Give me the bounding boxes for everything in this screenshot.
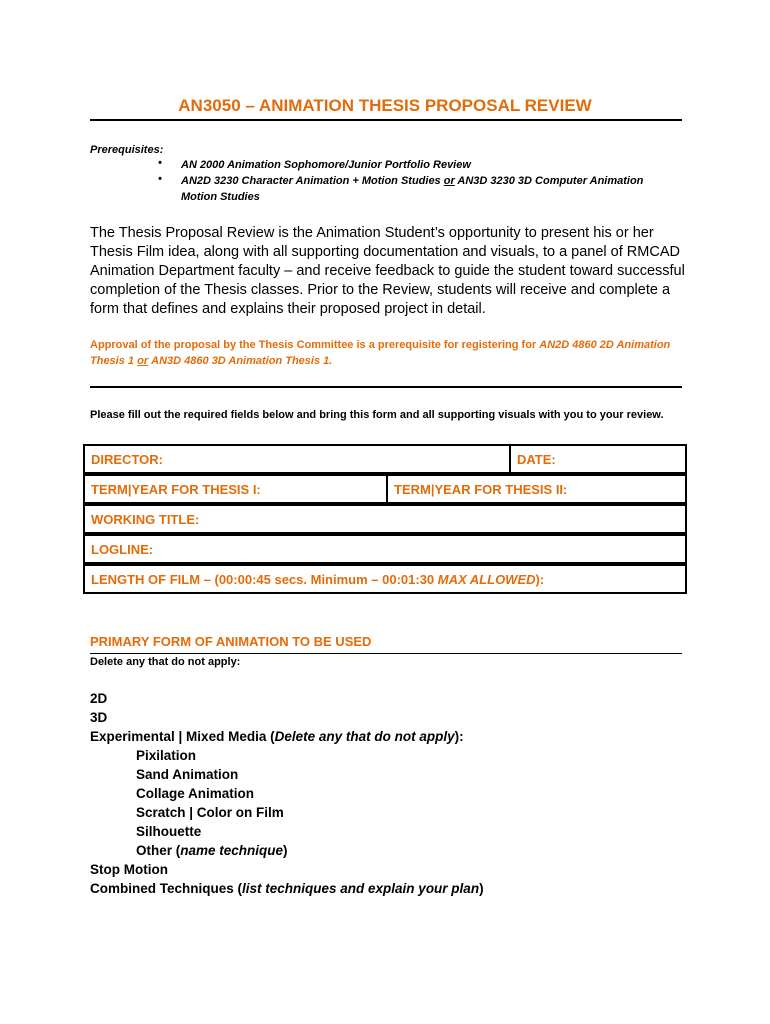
prerequisite-text-part: AN3D 3230 3D Computer Animation Motion Studies: [181, 175, 644, 203]
option-collage-animation: Collage Animation: [136, 786, 255, 801]
intro-paragraph: The Thesis Proposal Review is the Animation Student’s opportunity to present his or her Thesis Film idea, along with all supporting documentation and visuals, to a panel of RMCAD Animation Department faculty – and receive feedback to guide the student toward successful completion of the Thesis classes. Prior to the Review, students will receive and complete a form that defines and explains their proposed project in detail.: [90, 225, 685, 317]
term-thesis-2-field[interactable]: TERM|YEAR FOR THESIS II:: [387, 475, 686, 503]
prerequisite-text: [181, 173, 651, 205]
option-other: Other (name technique): [136, 843, 288, 858]
option-sand-animation: Sand Animation: [136, 767, 239, 782]
bullet-icon: •: [158, 157, 162, 169]
option-scratch-color: Scratch | Color on Film: [136, 805, 284, 820]
option-combined: Combined Techniques (list techniques and explain your plan): [90, 881, 484, 896]
or-underlined: or: [137, 355, 149, 367]
section-divider: [90, 386, 682, 388]
option-experimental: Experimental | Mixed Media (Delete any that do not apply):: [90, 729, 464, 744]
page-title: AN3050 – ANIMATION THESIS PROPOSAL REVIEW: [178, 96, 592, 115]
approval-course-3d: AN3D 4860 3D Animation Thesis 1.: [151, 355, 333, 367]
approval-text: Approval of the proposal by the Thesis Committee is a prerequisite for registering for: [90, 339, 540, 351]
director-field[interactable]: DIRECTOR:: [84, 445, 510, 473]
approval-course-2d: AN2D 4860 2D Animation Thesis 1: [90, 339, 671, 367]
approval-note: [90, 337, 690, 369]
working-title-field[interactable]: WORKING TITLE:: [84, 505, 686, 533]
heading-underline: [90, 653, 682, 654]
title-divider: [90, 119, 682, 121]
prerequisites-heading: Prerequisites:: [90, 144, 164, 156]
prerequisite-text: AN 2000 Animation Sophomore/Junior Portfolio Review: [181, 159, 471, 171]
working-title-row: [83, 504, 687, 534]
date-field[interactable]: DATE:: [510, 445, 686, 473]
logline-row: [83, 534, 687, 564]
term-row: [83, 474, 687, 504]
or-underlined: or: [443, 175, 455, 187]
length-row: [83, 564, 687, 594]
logline-field[interactable]: LOGLINE:: [84, 535, 686, 563]
option-3d: 3D: [90, 710, 108, 725]
animation-form-heading: PRIMARY FORM OF ANIMATION TO BE USED: [90, 634, 372, 649]
instructions-text: Please fill out the required fields below and bring this form and all supporting visuals with you to your review.: [90, 409, 664, 421]
term-thesis-1-field[interactable]: TERM|YEAR FOR THESIS I:: [84, 475, 387, 503]
proposal-form-table: [83, 444, 687, 474]
option-stop-motion: Stop Motion: [90, 862, 168, 877]
delete-note: Delete any that do not apply:: [90, 656, 241, 668]
option-2d: 2D: [90, 691, 108, 706]
option-pixilation: Pixilation: [136, 748, 197, 763]
option-silhouette: Silhouette: [136, 824, 202, 839]
prerequisite-text-part: AN2D 3230 Character Animation + Motion Studies: [181, 175, 444, 187]
bullet-icon: •: [158, 173, 162, 185]
length-of-film-field[interactable]: LENGTH OF FILM – (00:00:45 secs. Minimum – 00:01:30 MAX ALLOWED):: [84, 565, 686, 593]
